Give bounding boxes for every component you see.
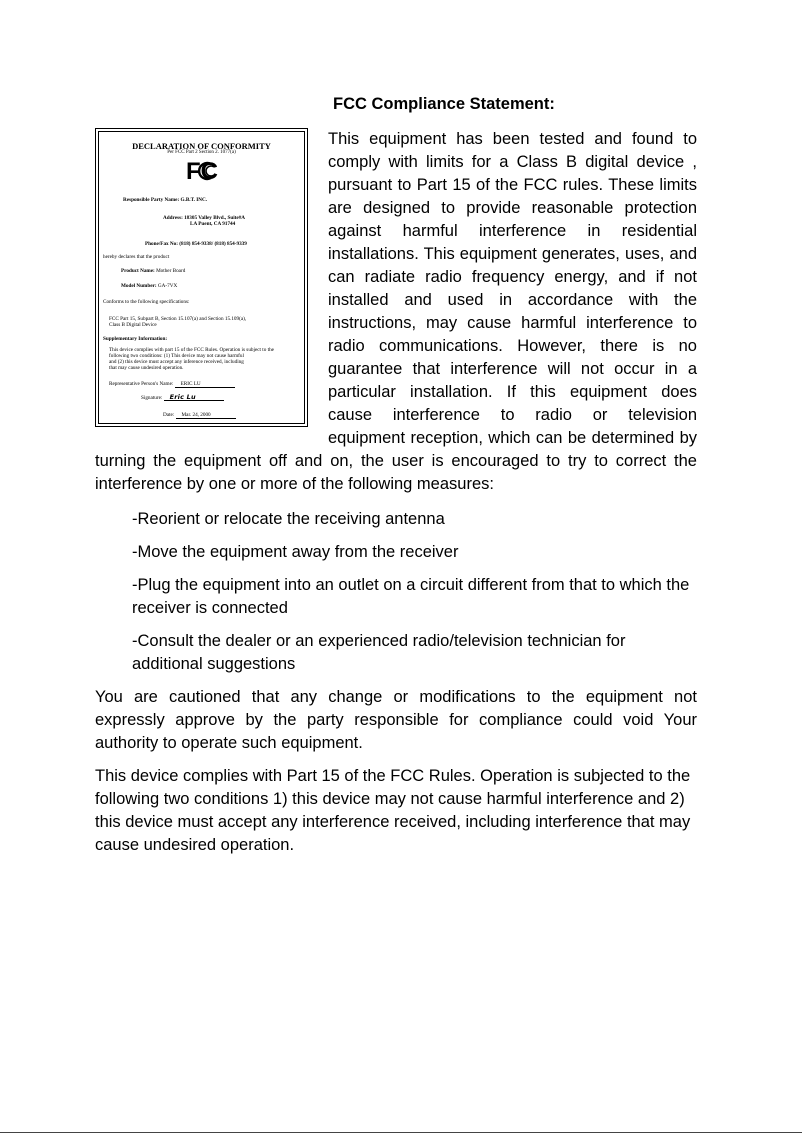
page-title: FCC Compliance Statement:: [333, 95, 555, 113]
declaration-subtitle: Per FCC Part 2 Section 2. 1077(a): [167, 150, 236, 155]
supp-line-2: following two conditions: (1) This device may not cause harmful: [109, 353, 244, 359]
list-item: -Reorient or relocate the receiving antenna: [132, 510, 445, 528]
compliance-paragraph: This device complies with Part 15 of the FCC Rules. Operation is subjected to the following two conditions 1) this device may not cause harmful interference and 2) this device must accept any interference received, including interference that may cause undesired operation.: [95, 767, 691, 854]
fcc-logo-text: FC: [186, 158, 218, 184]
model-number-label: Model Number:: [121, 283, 157, 289]
representative-label: Representative Person's Name:: [109, 381, 174, 387]
declaration-title: DECLARATION OF CONFORMITY: [132, 141, 271, 151]
fcc-logo-icon: [185, 158, 225, 184]
product-name-label: Product Name:: [121, 268, 155, 274]
product-name-row: [121, 268, 185, 274]
signature-value: Eric Lu: [164, 394, 224, 401]
signature-row: [141, 394, 224, 401]
date-value: Mar. 24, 2000: [176, 412, 236, 419]
list-item: -Move the equipment away from the receiver: [132, 543, 459, 561]
declaration-of-conformity-image: [95, 128, 308, 427]
spec-line-1: FCC Part 15, Subpart B, Section 15.107(a) and Section 15.109(a),: [109, 316, 247, 322]
representative-value: ERIC LU: [175, 381, 235, 388]
list-item: -Plug the equipment into an outlet on a circuit different from that to which the receiver is connected: [132, 576, 690, 617]
responsible-party: Responsible Party Name: G.B.T. INC.: [123, 197, 208, 203]
signature-label: Signature:: [141, 395, 163, 401]
list-item: -Consult the dealer or an experienced radio/television technician for additional suggestions: [132, 632, 626, 673]
intro-paragraph: This equipment has been tested and found to comply with limits for a Class B digital device , pursuant to Part 15 of the FCC rules. These limits are designed to provide reasonable protection against harmful interference in residential installations. This equipment generates, uses, and can radiate radio frequency energy, and if not installed and used in accordance with the instructions, may cause harmful interference to radio communications. However, there is no guarantee that interference will not occur in a particular installation. If this equipment does cause interference to radio or television equipment reception, which can be determined by turning the equipment off and on, the user is encouraged to try to correct the interference by one or more of the following measures:: [95, 130, 697, 493]
representative-row: [109, 381, 235, 388]
caution-paragraph: You are cautioned that any change or modifications to the equipment not expressly approve by the party responsible for compliance could void Your authority to operate such equipment.: [95, 688, 697, 752]
measures-list: [95, 508, 697, 676]
date-label: Date:: [163, 412, 175, 418]
supplementary-heading: Supplementary Information:: [103, 336, 168, 342]
conforms-text: Conforms to the following specifications:: [103, 299, 190, 305]
model-number-value: GA-7VX: [157, 283, 178, 289]
spec-line-2: Class B Digital Device: [109, 322, 157, 328]
date-row: [163, 412, 236, 419]
product-name-value: Mother Board: [156, 268, 186, 274]
address-line-1: Address: 18305 Valley Blvd., Suite#A: [163, 215, 246, 221]
document-body: [95, 128, 697, 867]
declares-text: hereby declares that the product: [103, 254, 170, 260]
page-bottom-divider: [0, 1132, 802, 1133]
phone-fax: Phone/Fax No: (818) 854-9338/ (818) 854-9339: [145, 241, 247, 247]
supp-line-3: and (2) this device must accept any inference received, including: [109, 359, 244, 365]
supp-line-1: This device complies with part 15 of the FCC Rules. Operation is subject to the: [109, 347, 274, 353]
supp-line-4: that may cause undesired operation.: [109, 365, 184, 371]
address-line-2: LA Puent, CA 91744: [190, 221, 236, 227]
declaration-inner-frame: [98, 131, 305, 424]
model-number-row: [121, 283, 177, 289]
